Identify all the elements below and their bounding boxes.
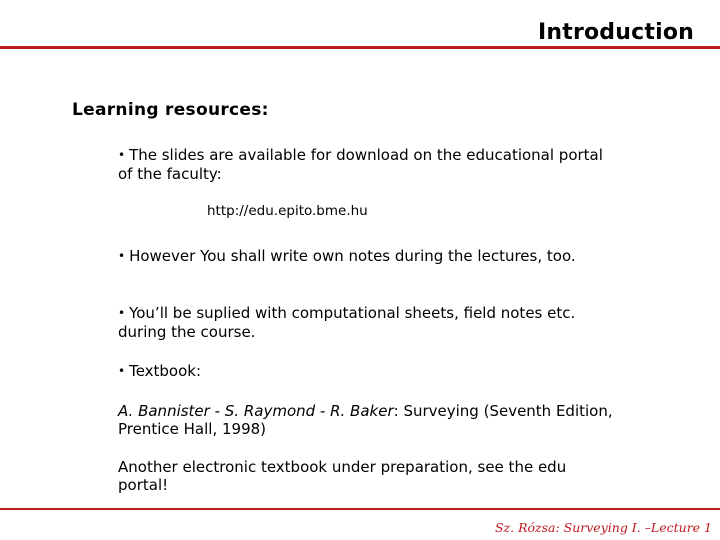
- section-heading: Learning resources:: [72, 100, 269, 120]
- bullet-text: Textbook:: [129, 362, 202, 380]
- citation-authors: A. Bannister - S. Raymond - R. Baker: [118, 402, 394, 420]
- title-divider: [0, 46, 720, 49]
- bullet-marker: •: [118, 148, 126, 162]
- bullet-marker: •: [118, 306, 126, 320]
- bullet-text: You’ll be suplied with computational sheets, field notes etc. during the course.: [118, 304, 576, 341]
- textbook-citation: [118, 402, 618, 438]
- bullet-text: However You shall write own notes during the lectures, too.: [129, 247, 576, 265]
- bullet-own-notes: [118, 247, 618, 266]
- bullet-marker: •: [118, 364, 126, 378]
- electronic-textbook-note: Another electronic textbook under preparation, see the edu portal!: [118, 458, 567, 494]
- bullet-slides-download: [118, 146, 618, 183]
- bullet-textbook: [118, 362, 618, 381]
- footer-divider: [0, 508, 720, 510]
- portal-url-link[interactable]: http://edu.epito.bme.hu: [207, 203, 368, 219]
- slide-title: Introduction: [537, 20, 694, 45]
- citation-details: : Surveying (Seventh Edition, Prentice Hall, 1998): [118, 402, 613, 438]
- bullet-marker: •: [118, 249, 126, 263]
- bullet-text: The slides are available for download on the educational portal of the faculty:: [118, 146, 603, 183]
- footer-credit: Sz. Rózsa: Surveying I. –Lecture 1: [494, 520, 712, 535]
- bullet-computational-sheets: [118, 304, 618, 341]
